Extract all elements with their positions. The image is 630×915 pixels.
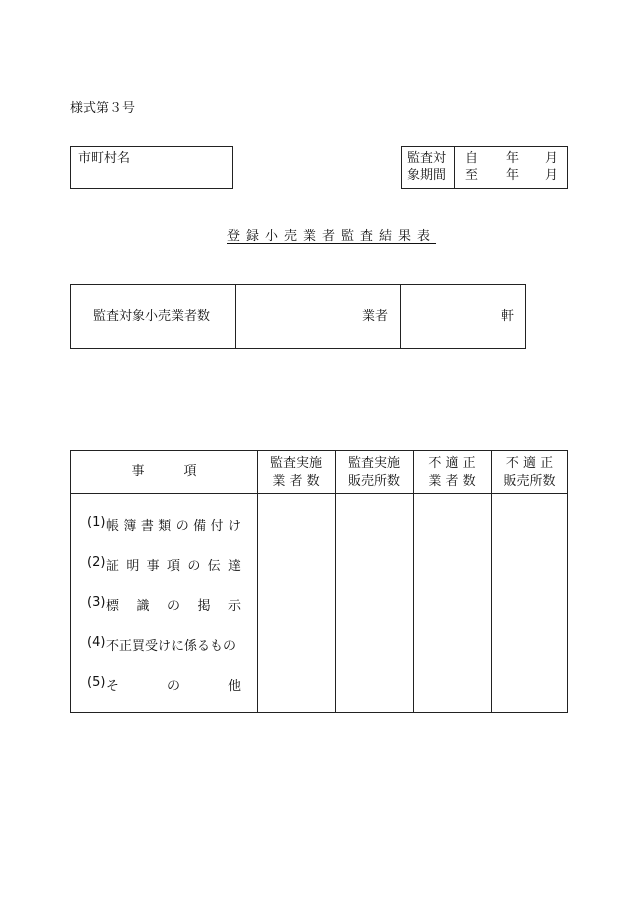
audit-period-box — [401, 146, 568, 189]
item-label: 不正買受けに係るもの — [106, 639, 237, 654]
period-to-month: 月 — [545, 168, 559, 183]
header-audited-businesses: 監査実施 業 者 数 — [269, 456, 322, 489]
list-item: (5) そ の 他 — [87, 675, 241, 694]
municipality-label: 市町村名 — [78, 151, 131, 166]
list-item: (4) 不正買受けに係るもの — [87, 635, 237, 654]
period-to-year: 年 — [506, 168, 520, 183]
list-item: (1) 帳 簿 書 類 の 備 付 け — [87, 515, 241, 534]
list-item: (2) 証 明 事 項 の 伝 達 — [87, 555, 241, 574]
municipality-box[interactable] — [70, 146, 233, 189]
period-from-year: 年 — [506, 151, 520, 166]
summary-unit-stores: 軒 — [501, 309, 515, 324]
form-number: 様式第３号 — [70, 101, 136, 116]
item-label: 証 明 事 項 の 伝 達 — [106, 559, 241, 574]
summary-unit-businesses: 業者 — [362, 309, 389, 324]
period-from-month: 月 — [545, 151, 559, 166]
summary-label: 監査対象小売業者数 — [93, 309, 211, 324]
item-label: そ の 他 — [106, 679, 241, 694]
item-label: 帳 簿 書 類 の 備 付 け — [106, 519, 241, 534]
period-from: 自 — [465, 151, 479, 166]
header-audited-stores: 監査実施 販売所数 — [347, 456, 400, 489]
header-improper-businesses: 不 適 正 業 者 数 — [428, 456, 476, 489]
header-item: 事 項 — [131, 464, 197, 479]
header-improper-stores: 不 適 正 販売所数 — [503, 456, 556, 489]
summary-table — [70, 284, 526, 349]
period-label-line2: 象期間 — [407, 168, 447, 183]
item-label: 標 識 の 掲 示 — [106, 599, 241, 614]
period-to: 至 — [465, 168, 479, 183]
results-table — [70, 450, 568, 713]
period-label-line1: 監査対 — [407, 151, 447, 166]
page-title: 登録小売業者監査結果表 — [227, 229, 437, 244]
list-item: (3) 標 識 の 掲 示 — [87, 595, 241, 614]
